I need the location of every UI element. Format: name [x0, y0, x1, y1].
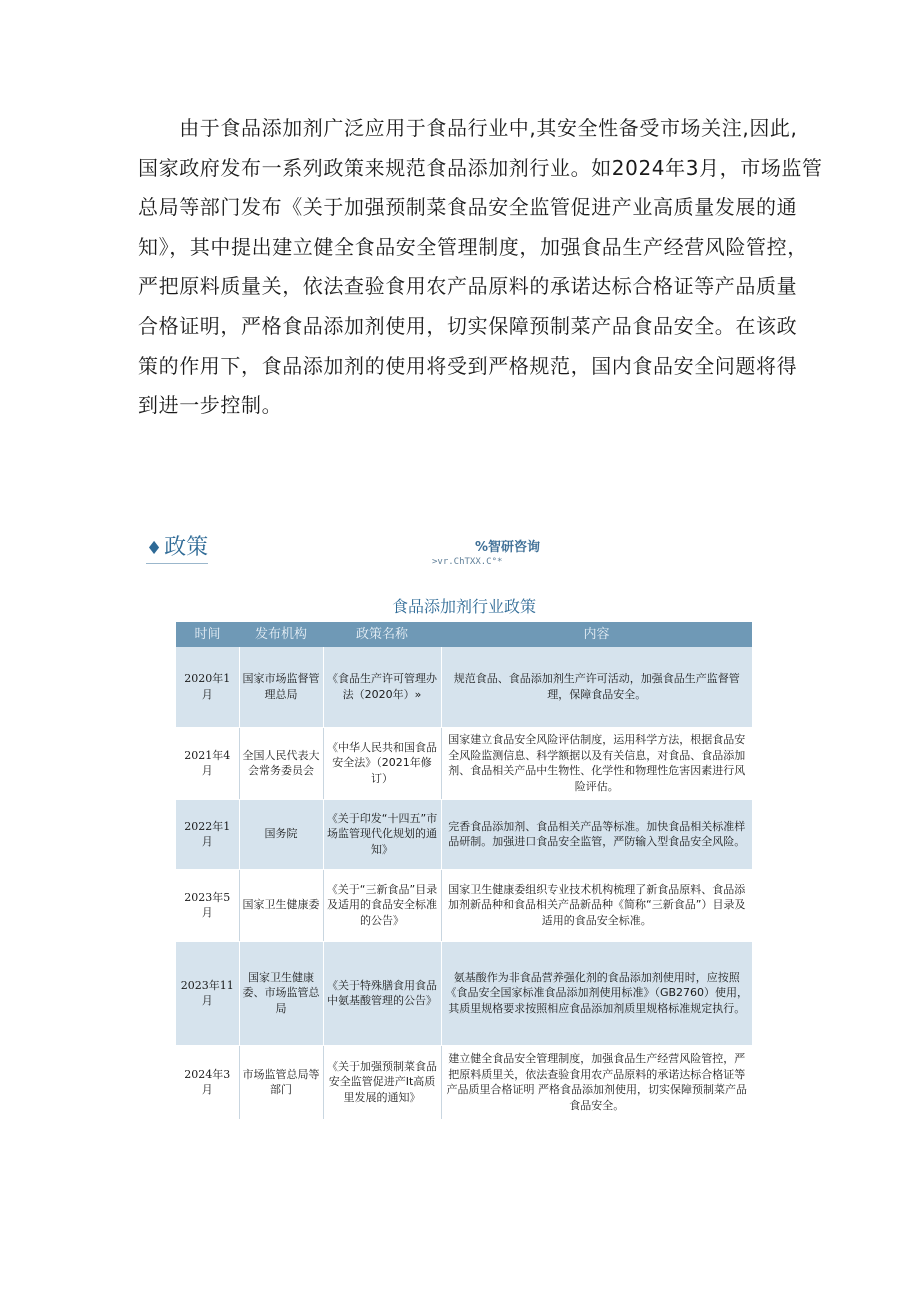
- section-heading: [146, 530, 208, 564]
- header-policy: 政策名称: [323, 622, 441, 647]
- cell-policy: 《关于特殊膳食用食品中氨基酸管理的公告》: [323, 941, 441, 1045]
- cell-time: 2022年1月: [176, 799, 239, 869]
- intro-line: 到进一步控制。: [138, 393, 283, 418]
- cell-time: 2024年3月: [176, 1045, 239, 1119]
- section-title-text: 政策: [164, 535, 209, 560]
- table-row: [176, 647, 752, 727]
- cell-agency: 全国人民代表大会常务委员会: [239, 727, 323, 799]
- header-agency: 发布机构: [239, 622, 323, 647]
- cell-time: 2023年5月: [176, 869, 239, 941]
- intro-line: 国家政府发布一系列政策来规范食品添加剂行业。如2024年3月，市场监管: [138, 155, 823, 180]
- diamond-icon: ♦: [146, 538, 163, 559]
- cell-content: 国家建立食品安全风险评估制度，运用科学方法，根据食品安全风险监测信息、科学额据以及有关信息，对食品、食品添加剂、食品相关产品中生物性、化学性和物理性危害因素进行风险评估。: [441, 727, 752, 799]
- policy-table: [176, 622, 752, 1120]
- cell-policy: 《关于“三新食品”目录及适用的食品安全标准的公告》: [323, 869, 441, 941]
- table-header-row: [176, 622, 752, 647]
- table-row: [176, 727, 752, 799]
- header-time: 时间: [176, 622, 239, 647]
- cell-agency: 市场监管总局等部门: [239, 1045, 323, 1119]
- cell-content: 完香食品添加剂、食品相关产品等标准。加快食品相关标准样品研制。加强进口食品安全监管，严防输入型食品安全风险。: [441, 799, 752, 869]
- intro-paragraph: [138, 109, 823, 426]
- header-content: 内容: [441, 622, 752, 647]
- intro-line: 严把原料质量关，依法查验食用农产品原料的承诺达标合格证等产品质量: [138, 274, 798, 299]
- cell-content: 氨基酸作为非食品营养强化剂的食品添加剂使用时，应按照《食品安全国家标准食品添加剂使用标准》（GB2760）使用，其质里规格要求按照相应食品添加剂质里规格标准规定执行。: [441, 941, 752, 1045]
- cell-agency: 国务院: [239, 799, 323, 869]
- cell-agency: 国家卫生健康委、市场监管总局: [239, 941, 323, 1045]
- intro-line: 总局等部门发布《关于加强预制菜食品安全监管促进产业高质量发展的通: [138, 195, 798, 220]
- table-title: 食品添加剂行业政策: [391, 597, 536, 616]
- table-row: [176, 1045, 752, 1119]
- cell-agency: 国家卫生健康委: [239, 869, 323, 941]
- intro-line: 由于食品添加剂广泛应用于食品行业中,其安全性备受市场关注,因此,: [138, 116, 798, 140]
- intro-line: 合格证明，严格食品添加剂使用，切实保障预制菜产品食品安全。在该政: [138, 313, 798, 338]
- cell-content: 建立健全食品安全管理制度，加强食品生产经营风险管控，严把原料质里关，依法查验食用农产品原料的承诺达标合格证等产品质里合格证明 严格食品添加剂使用，切实保障预制菜产品食品安全。: [441, 1045, 752, 1119]
- brand-logo: %智研咨询: [475, 540, 541, 555]
- cell-policy: 《食品生产许可管理办法（2020年）»: [323, 647, 441, 727]
- cell-content: 国家卫生健康委组织专业技术机构梳理了新食品原料、食品添加剂新品种和食品相关产品新品种《简称“三新食品”）目录及适用的食品安全标准。: [441, 869, 752, 941]
- cell-time: 2020年1月: [176, 647, 239, 727]
- cell-time: 2021年4月: [176, 727, 239, 799]
- cell-policy: 《关于印发“十四五”市场监管现代化规划的通知》: [323, 799, 441, 869]
- cell-agency: 国家市场监督管理总局: [239, 647, 323, 727]
- brand-site: >vr.ChTXX.C°*: [432, 557, 503, 567]
- cell-policy: 《中华人民共和国食品安全法》（2021年修订）: [323, 727, 441, 799]
- cell-policy: 《关于加强预制菜食品安全监管促进产It高质里发展的通知》: [323, 1045, 441, 1119]
- intro-line: 策的作用下，食品添加剂的使用将受到严格规范，国内食品安全问题将得: [138, 353, 798, 378]
- cell-content: 规范食品、食品添加剂生产许可活动，加强食品生产监督管理，保障食品安全。: [441, 647, 752, 727]
- table-row: [176, 799, 752, 869]
- table-row: [176, 941, 752, 1045]
- intro-line: 知》，其中提出建立健全食品安全管理制度，加强食品生产经营风险管控，: [138, 234, 808, 259]
- table-row: [176, 869, 752, 941]
- cell-time: 2023年11月: [176, 941, 239, 1045]
